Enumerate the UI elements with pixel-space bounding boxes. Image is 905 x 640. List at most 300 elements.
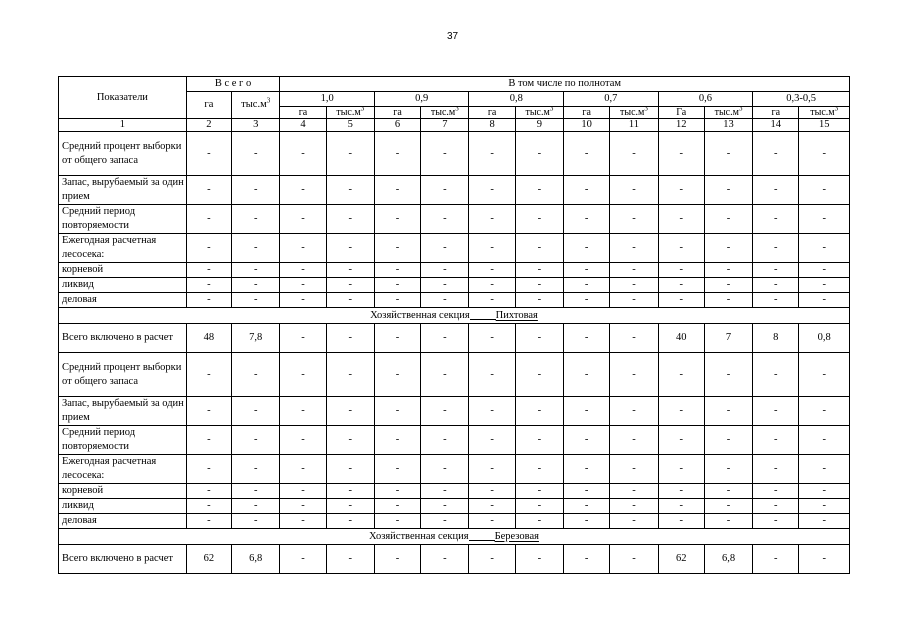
row-label: корневой — [59, 484, 187, 499]
table-cell: - — [421, 484, 469, 499]
table-cell: - — [280, 397, 326, 426]
table-cell: - — [469, 234, 515, 263]
table-cell: - — [326, 426, 374, 455]
table-cell: - — [421, 455, 469, 484]
table-cell: - — [799, 484, 850, 499]
table-cell: - — [374, 205, 420, 234]
table-cell: - — [658, 132, 704, 176]
table-cell: - — [232, 353, 280, 397]
table-cell: - — [374, 499, 420, 514]
table-cell: - — [326, 353, 374, 397]
table-cell: - — [280, 132, 326, 176]
header-indicators: Показатели — [59, 77, 187, 119]
row-label: Запас, вырубаемый за один прием — [59, 397, 187, 426]
table-cell: - — [704, 205, 752, 234]
sub-volume: $тыс.м^3$ — [515, 107, 563, 119]
table-cell: - — [515, 234, 563, 263]
sub-ha: га — [564, 107, 610, 119]
table-cell: - — [753, 263, 799, 278]
row-label: Всего включено в расчет — [59, 324, 187, 353]
column-number: 3 — [232, 119, 280, 132]
table-cell: - — [469, 176, 515, 205]
table-cell: - — [280, 278, 326, 293]
section-underline — [469, 540, 495, 541]
table-cell: - — [515, 176, 563, 205]
section-name: Пихтовая — [495, 309, 538, 321]
table-cell: - — [374, 455, 420, 484]
section-underline — [470, 319, 496, 320]
section-prefix: Хозяйственная секция — [370, 309, 470, 321]
table-cell: - — [421, 132, 469, 176]
table-cell: - — [421, 263, 469, 278]
table-cell: - — [753, 132, 799, 176]
table-cell: - — [232, 397, 280, 426]
table-cell: - — [704, 514, 752, 529]
column-number: 1 — [59, 119, 187, 132]
table-cell: 7,8 — [232, 324, 280, 353]
table-cell: - — [280, 205, 326, 234]
table-cell: - — [515, 353, 563, 397]
table-cell: - — [564, 455, 610, 484]
table-row — [59, 278, 850, 293]
table-row — [59, 132, 850, 176]
table-cell: - — [799, 132, 850, 176]
section-row — [59, 308, 850, 324]
table-cell: - — [704, 353, 752, 397]
table-cell: - — [421, 324, 469, 353]
table-cell: - — [232, 426, 280, 455]
table-cell: - — [421, 499, 469, 514]
table-cell: - — [610, 278, 658, 293]
table-cell: - — [280, 263, 326, 278]
table-cell: - — [564, 426, 610, 455]
table-cell: - — [564, 324, 610, 353]
table-row — [59, 324, 850, 353]
table-cell: - — [564, 278, 610, 293]
table-cell: - — [186, 176, 231, 205]
column-number: 5 — [326, 119, 374, 132]
table-cell: - — [186, 132, 231, 176]
row-label: Всего включено в расчет — [59, 545, 187, 574]
header-density-6: 0,3-0,5 — [753, 92, 850, 107]
table-cell: - — [469, 426, 515, 455]
table-cell: - — [658, 455, 704, 484]
table-cell: 0,8 — [799, 324, 850, 353]
table-cell: - — [799, 397, 850, 426]
table-cell: - — [704, 132, 752, 176]
table-cell: - — [658, 353, 704, 397]
column-number: 9 — [515, 119, 563, 132]
table-cell: - — [610, 484, 658, 499]
table-cell: - — [374, 426, 420, 455]
table-cell: - — [232, 514, 280, 529]
table-cell: - — [799, 455, 850, 484]
column-number: 15 — [799, 119, 850, 132]
table-cell: - — [564, 397, 610, 426]
column-number: 12 — [658, 119, 704, 132]
table-cell: - — [280, 455, 326, 484]
sub-volume: $тыс.м^3$ — [610, 107, 658, 119]
column-number: 7 — [421, 119, 469, 132]
header-density-2: 0,9 — [374, 92, 469, 107]
section-title — [59, 529, 850, 545]
table-cell: - — [610, 397, 658, 426]
table-cell: - — [610, 263, 658, 278]
table-cell: - — [232, 293, 280, 308]
table-cell: - — [610, 499, 658, 514]
table-cell: - — [326, 545, 374, 574]
table-cell: - — [374, 324, 420, 353]
page-number: 37 — [446, 31, 459, 42]
table-cell: - — [799, 545, 850, 574]
table-cell: - — [610, 455, 658, 484]
table-cell: - — [515, 455, 563, 484]
table-cell: - — [753, 278, 799, 293]
table-cell: - — [564, 514, 610, 529]
table-cell: - — [753, 514, 799, 529]
table-cell: - — [326, 205, 374, 234]
table-row — [59, 426, 850, 455]
table-cell: - — [658, 426, 704, 455]
table-cell: - — [469, 353, 515, 397]
row-label: Ежегодная расчетная лесосека: — [59, 455, 187, 484]
table-cell: 48 — [186, 324, 231, 353]
table-cell: - — [658, 514, 704, 529]
table-cell: - — [515, 263, 563, 278]
table-cell: - — [564, 293, 610, 308]
table-cell: - — [326, 455, 374, 484]
table-cell: - — [515, 499, 563, 514]
table-row — [59, 484, 850, 499]
table-cell: - — [326, 132, 374, 176]
table-row — [59, 545, 850, 574]
table-cell: - — [280, 176, 326, 205]
column-numbers-row — [59, 119, 850, 132]
table-cell: - — [658, 278, 704, 293]
table-cell: - — [421, 397, 469, 426]
header-density-5: 0,6 — [658, 92, 753, 107]
table-cell: - — [515, 426, 563, 455]
table-cell: - — [326, 484, 374, 499]
table-cell: - — [280, 514, 326, 529]
column-number: 6 — [374, 119, 420, 132]
sub-ha: га — [469, 107, 515, 119]
table-cell: - — [186, 397, 231, 426]
column-number: 2 — [186, 119, 231, 132]
table-row — [59, 263, 850, 278]
density-table — [58, 76, 850, 574]
table-cell: - — [704, 484, 752, 499]
table-cell: - — [186, 278, 231, 293]
column-number: 10 — [564, 119, 610, 132]
table-cell: - — [704, 426, 752, 455]
row-label: Средний процент выборки от общего запаса — [59, 132, 187, 176]
table-cell: - — [658, 293, 704, 308]
header-density-3: 0,8 — [469, 92, 564, 107]
table-cell: - — [753, 205, 799, 234]
table-cell: - — [374, 176, 420, 205]
table-cell: - — [421, 514, 469, 529]
table-cell: - — [515, 514, 563, 529]
table-cell: - — [658, 397, 704, 426]
table-cell: - — [469, 293, 515, 308]
table-cell: - — [564, 499, 610, 514]
table-cell: - — [753, 484, 799, 499]
header-density-1: 1,0 — [280, 92, 375, 107]
header-total-ha: га — [186, 92, 231, 119]
table-row — [59, 353, 850, 397]
table-cell: - — [374, 353, 420, 397]
table-cell: - — [326, 293, 374, 308]
row-label: Запас, вырубаемый за один прием — [59, 176, 187, 205]
table-cell: - — [515, 484, 563, 499]
column-number: 13 — [704, 119, 752, 132]
section-name: Березовая — [494, 530, 539, 542]
column-number: 4 — [280, 119, 326, 132]
table-cell: - — [564, 176, 610, 205]
table-cell: - — [374, 132, 420, 176]
table-cell: - — [374, 397, 420, 426]
column-number: 11 — [610, 119, 658, 132]
row-label: ликвид — [59, 278, 187, 293]
table-cell: - — [326, 176, 374, 205]
table-cell: - — [799, 353, 850, 397]
table-cell: - — [799, 234, 850, 263]
table-cell: - — [753, 397, 799, 426]
table-cell: 62 — [186, 545, 231, 574]
table-cell: - — [374, 293, 420, 308]
table-cell: - — [186, 353, 231, 397]
table-cell: - — [799, 293, 850, 308]
table-cell: - — [704, 176, 752, 205]
table-cell: - — [421, 176, 469, 205]
table-cell: - — [610, 353, 658, 397]
table-cell: - — [515, 397, 563, 426]
table-cell: - — [469, 263, 515, 278]
table-cell: - — [658, 176, 704, 205]
table-cell: - — [515, 278, 563, 293]
row-label: деловая — [59, 293, 187, 308]
table-cell: - — [704, 234, 752, 263]
table-cell: - — [186, 263, 231, 278]
table-cell: - — [232, 205, 280, 234]
table-row — [59, 455, 850, 484]
table-cell: - — [232, 263, 280, 278]
table-cell: - — [374, 263, 420, 278]
table-row — [59, 205, 850, 234]
table-cell: - — [704, 397, 752, 426]
table-cell: - — [799, 426, 850, 455]
table-cell: - — [186, 293, 231, 308]
table-cell: 7 — [704, 324, 752, 353]
table-cell: - — [753, 499, 799, 514]
table-cell: - — [374, 545, 420, 574]
table-cell: - — [232, 484, 280, 499]
table-cell: - — [564, 205, 610, 234]
table-cell: - — [326, 234, 374, 263]
table-row — [59, 499, 850, 514]
table-cell: - — [753, 293, 799, 308]
table-cell: - — [799, 514, 850, 529]
table-cell: - — [610, 205, 658, 234]
table-cell: - — [326, 514, 374, 529]
table-cell: - — [658, 234, 704, 263]
table-cell: - — [515, 293, 563, 308]
table-cell: - — [564, 545, 610, 574]
table-cell: - — [564, 234, 610, 263]
row-label: Средний период повторяемости — [59, 205, 187, 234]
column-number: 8 — [469, 119, 515, 132]
table-cell: - — [232, 455, 280, 484]
table-cell: - — [421, 426, 469, 455]
row-label: Средний процент выборки от общего запаса — [59, 353, 187, 397]
table-cell: - — [421, 278, 469, 293]
header-total: В с е г о — [186, 77, 280, 92]
table-cell: - — [658, 263, 704, 278]
table-cell: - — [799, 278, 850, 293]
table-row — [59, 234, 850, 263]
table-cell: - — [469, 278, 515, 293]
table-row — [59, 176, 850, 205]
table-cell: - — [280, 324, 326, 353]
header-density-4: 0,7 — [564, 92, 659, 107]
section-row — [59, 529, 850, 545]
table-cell: - — [421, 353, 469, 397]
table-cell: - — [610, 426, 658, 455]
table-cell: - — [374, 278, 420, 293]
table-cell: - — [326, 397, 374, 426]
table-cell: - — [280, 426, 326, 455]
table-cell: - — [799, 176, 850, 205]
table-cell: - — [515, 132, 563, 176]
table-cell: 8 — [753, 324, 799, 353]
sub-ha: га — [280, 107, 326, 119]
table-cell: - — [421, 205, 469, 234]
table-cell: - — [469, 324, 515, 353]
table-cell: - — [326, 278, 374, 293]
table-cell: - — [469, 132, 515, 176]
sub-ha: га — [753, 107, 799, 119]
table-cell: - — [374, 484, 420, 499]
table-cell: - — [186, 426, 231, 455]
table-cell: - — [704, 263, 752, 278]
header-by-density: В том числе по полнотам — [280, 77, 850, 92]
table-cell: - — [753, 545, 799, 574]
table-cell: - — [610, 545, 658, 574]
table-row — [59, 397, 850, 426]
table-cell: - — [280, 353, 326, 397]
table-cell: - — [469, 397, 515, 426]
table-cell: - — [186, 205, 231, 234]
table-row — [59, 514, 850, 529]
column-number: 14 — [753, 119, 799, 132]
table-cell: - — [704, 278, 752, 293]
table-cell: - — [232, 234, 280, 263]
table-cell: - — [610, 293, 658, 308]
sub-volume: $тыс.м^3$ — [326, 107, 374, 119]
table-cell: - — [469, 499, 515, 514]
table-cell: - — [610, 176, 658, 205]
table-cell: - — [232, 278, 280, 293]
sub-volume: $тыс.м^3$ — [799, 107, 850, 119]
table-cell: - — [186, 455, 231, 484]
table-cell: - — [186, 234, 231, 263]
table-cell: - — [326, 324, 374, 353]
table-cell: - — [374, 514, 420, 529]
sub-volume: $тыс.м^3$ — [421, 107, 469, 119]
table-cell: - — [704, 499, 752, 514]
table-cell: - — [564, 263, 610, 278]
table-cell: 6,8 — [704, 545, 752, 574]
section-title — [59, 308, 850, 324]
table-row — [59, 293, 850, 308]
table-cell: - — [799, 499, 850, 514]
table-cell: - — [469, 545, 515, 574]
table-cell: - — [658, 484, 704, 499]
sub-volume: $тыс.м^3$ — [704, 107, 752, 119]
table-cell: 6,8 — [232, 545, 280, 574]
table-cell: - — [469, 455, 515, 484]
table-cell: - — [326, 499, 374, 514]
table-cell: - — [469, 205, 515, 234]
row-label: Средний период повторяемости — [59, 426, 187, 455]
row-label: деловая — [59, 514, 187, 529]
table-cell: - — [421, 293, 469, 308]
table-cell: - — [515, 545, 563, 574]
table-cell: - — [610, 324, 658, 353]
table-cell: - — [658, 205, 704, 234]
sub-ha: га — [374, 107, 420, 119]
table-cell: - — [186, 514, 231, 529]
table-cell: - — [232, 176, 280, 205]
table-cell: - — [610, 132, 658, 176]
table-cell: - — [753, 426, 799, 455]
table-cell: - — [469, 514, 515, 529]
table-cell: 40 — [658, 324, 704, 353]
table-cell: - — [799, 205, 850, 234]
table-cell: - — [515, 324, 563, 353]
table-cell: - — [374, 234, 420, 263]
table-cell: - — [421, 545, 469, 574]
sub-ha: Га — [658, 107, 704, 119]
table-cell: - — [280, 545, 326, 574]
section-prefix: Хозяйственная секция — [369, 530, 469, 542]
table-cell: - — [280, 499, 326, 514]
table-cell: - — [753, 353, 799, 397]
row-label: ликвид — [59, 499, 187, 514]
row-label: Ежегодная расчетная лесосека: — [59, 234, 187, 263]
table-cell: - — [469, 484, 515, 499]
table-cell: - — [564, 484, 610, 499]
table-cell: - — [610, 514, 658, 529]
table-cell: - — [799, 263, 850, 278]
table-cell: - — [515, 205, 563, 234]
table-cell: - — [280, 234, 326, 263]
row-label: корневой — [59, 263, 187, 278]
table-cell: - — [704, 455, 752, 484]
table-cell: - — [232, 132, 280, 176]
table-cell: - — [658, 499, 704, 514]
table-cell: - — [280, 293, 326, 308]
table-cell: 62 — [658, 545, 704, 574]
table-cell: - — [753, 234, 799, 263]
table-cell: - — [186, 499, 231, 514]
table-cell: - — [232, 499, 280, 514]
table-cell: - — [326, 263, 374, 278]
table-cell: - — [564, 132, 610, 176]
table-cell: - — [280, 484, 326, 499]
table-cell: - — [421, 234, 469, 263]
